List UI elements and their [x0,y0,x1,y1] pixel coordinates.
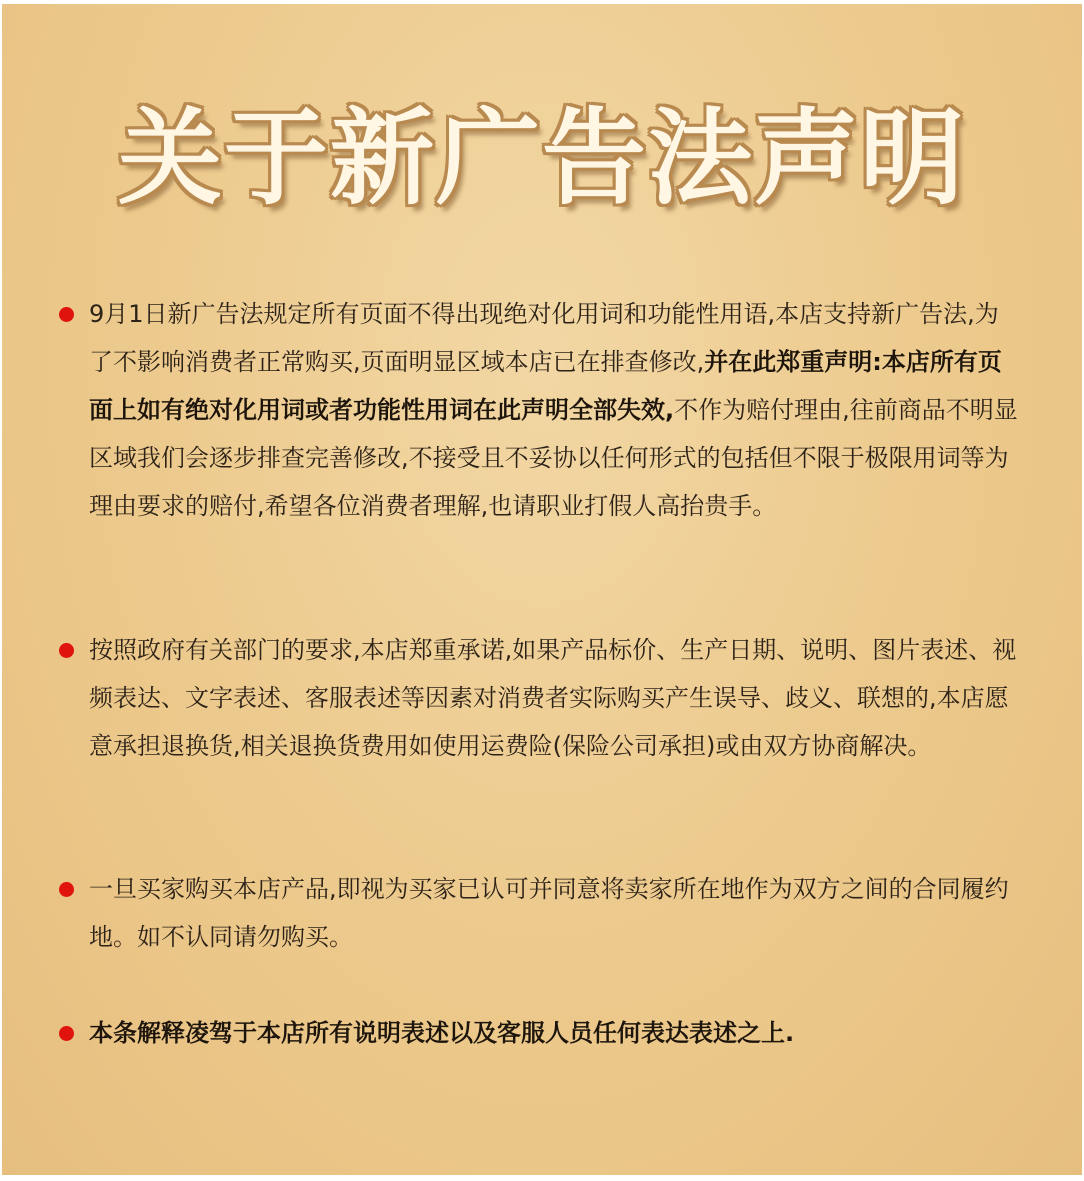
statement-text: 9月1日新广告法规定所有页面不得出现绝对化用词和功能性用语,本店支持新广告法,为了不影响消费者正常购买,页面明显区域本店已在排查修改, [89,300,999,376]
statement-text: 按照政府有关部门的要求,本店郑重承诺,如果产品标价、生产日期、说明、图片表述、视频表达、文字表述、客服表述等因素对消费者实际购买产生误导、歧义、联想的,本店愿意承担退换货,相关退换货费用如使用运费险(保险公司承担)或由双方协商解决。 [89,636,1017,760]
notice-panel [2,4,1082,1175]
bullet-icon [59,1026,74,1041]
statement-text: 一旦买家购买本店产品,即视为买家已认可并同意将卖家所在地作为双方之间的合同履约地。如不认同请勿购买。 [89,875,1009,951]
page-title: 关于新广告法声明 [117,97,966,219]
statement-bold-text: 并在此郑重声明:本店所有页面上如有绝对化用词或者功能性用词在此声明全部失效, [89,348,1002,424]
bullet-icon [59,882,74,897]
statement-item-1 [59,290,1019,530]
statement-item-2 [59,626,1019,770]
statement-item-4 [59,1009,1019,1057]
bullet-icon [59,643,74,658]
bullet-icon [59,307,74,322]
statement-bold-text: 本条解释凌驾于本店所有说明表述以及客服人员任何表达表述之上. [89,1019,795,1047]
statement-text: 不作为赔付理由,往前商品不明显区域我们会逐步排查完善修改,不接受且不妥协以任何形式的包括但不限于极限用词等为理由要求的赔付,希望各位消费者理解,也请职业打假人高抬贵手。 [89,396,1018,520]
statement-item-3 [59,865,1019,961]
